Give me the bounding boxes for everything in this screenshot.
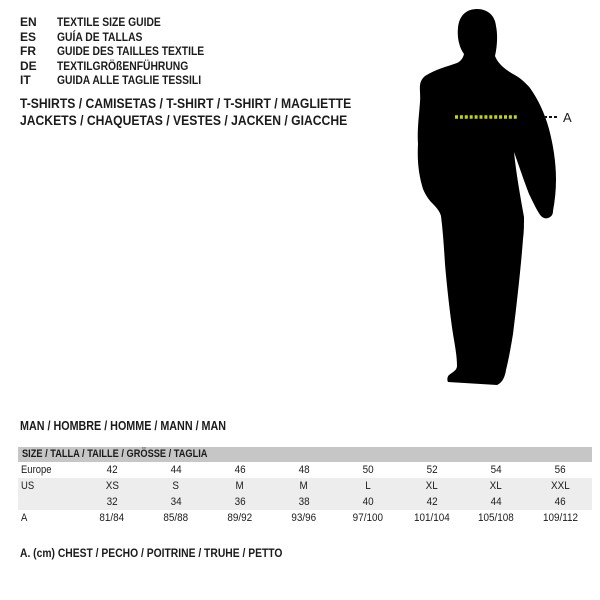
language-label: GUÍA DE TALLAS [57, 29, 143, 44]
table-cell: 50 [362, 464, 374, 476]
table-cell: XXL [528, 478, 592, 494]
table-cell: 44 [170, 464, 182, 476]
table-cell: 81/84 [99, 512, 125, 524]
table-cell: 34 [144, 494, 208, 510]
table-cell: S [144, 478, 208, 494]
man-silhouette-figure [365, 4, 577, 394]
language-row-it [20, 73, 228, 88]
table-cell: 101/104 [414, 512, 450, 524]
table-cell: M [272, 478, 336, 494]
row-label: Europe [21, 464, 52, 476]
table-cell: 46 [234, 464, 246, 476]
man-silhouette-svg [365, 4, 577, 394]
table-cell: XL [400, 478, 464, 494]
language-row-fr [20, 44, 228, 59]
language-row-de [20, 59, 228, 74]
language-row-es [20, 30, 228, 45]
row-label: A [21, 512, 28, 524]
table-cell: 56 [554, 464, 566, 476]
table-cell: 44 [464, 494, 528, 510]
language-label: GUIDA ALLE TAGLIE TESSILI [57, 73, 202, 88]
table-row-us [18, 478, 592, 494]
table-cell: 85/88 [163, 512, 189, 524]
table-cell: 109/112 [542, 512, 578, 524]
table-header-row [18, 447, 592, 462]
language-label: TEXTILE SIZE GUIDE [57, 15, 161, 29]
man-silhouette [418, 9, 556, 385]
table-cell: 105/108 [478, 512, 514, 524]
language-code: DE [20, 58, 37, 73]
language-list [20, 15, 228, 88]
table-cell: XL [464, 478, 528, 494]
language-label: TEXTILGRÖßENFÜHRUNG [57, 58, 189, 73]
table-cell: 93/96 [291, 512, 317, 524]
section-title-man: MAN / HOMBRE / HOMME / MANN / MAN [20, 419, 227, 433]
language-code: ES [20, 29, 37, 44]
table-cell: 40 [336, 494, 400, 510]
row-label: US [18, 478, 80, 494]
measure-label-a: A [563, 110, 572, 125]
table-cell: 54 [490, 464, 502, 476]
table-cell: 38 [272, 494, 336, 510]
table-cell: M [208, 478, 272, 494]
category-tshirts: T-SHIRTS / CAMISETAS / T-SHIRT / T-SHIRT / MAGLIETTE [20, 96, 352, 111]
table-cell: 89/92 [227, 512, 253, 524]
measurement-footnote: A. (cm) CHEST / PECHO / POITRINE / TRUHE / PETTO [20, 546, 283, 560]
language-code: IT [20, 73, 31, 88]
table-cell: 52 [426, 464, 438, 476]
table-cell: 48 [298, 464, 310, 476]
language-label: GUIDE DES TAILLES TEXTILE [57, 44, 205, 59]
table-cell: XS [80, 478, 144, 494]
language-code: FR [20, 44, 36, 59]
table-cell: 97/100 [352, 512, 384, 524]
category-jackets: JACKETS / CHAQUETAS / VESTES / JACKEN / GIACCHE [20, 113, 348, 128]
table-row-us-numeric [18, 494, 592, 510]
garment-categories [20, 95, 388, 129]
table-cell: L [336, 478, 400, 494]
table-cell: 32 [80, 494, 144, 510]
language-code: EN [20, 15, 37, 29]
table-cell: 42 [400, 494, 464, 510]
table-row-europe [18, 462, 592, 478]
size-table [18, 447, 592, 526]
table-header: SIZE / TALLA / TAILLE / GRÖSSE / TAGLIA [18, 447, 592, 462]
table-cell: 36 [208, 494, 272, 510]
table-cell: 46 [528, 494, 592, 510]
language-row-en [20, 15, 228, 30]
table-cell: 42 [106, 464, 118, 476]
table-row-chest-a [18, 510, 592, 526]
row-label [18, 494, 80, 510]
